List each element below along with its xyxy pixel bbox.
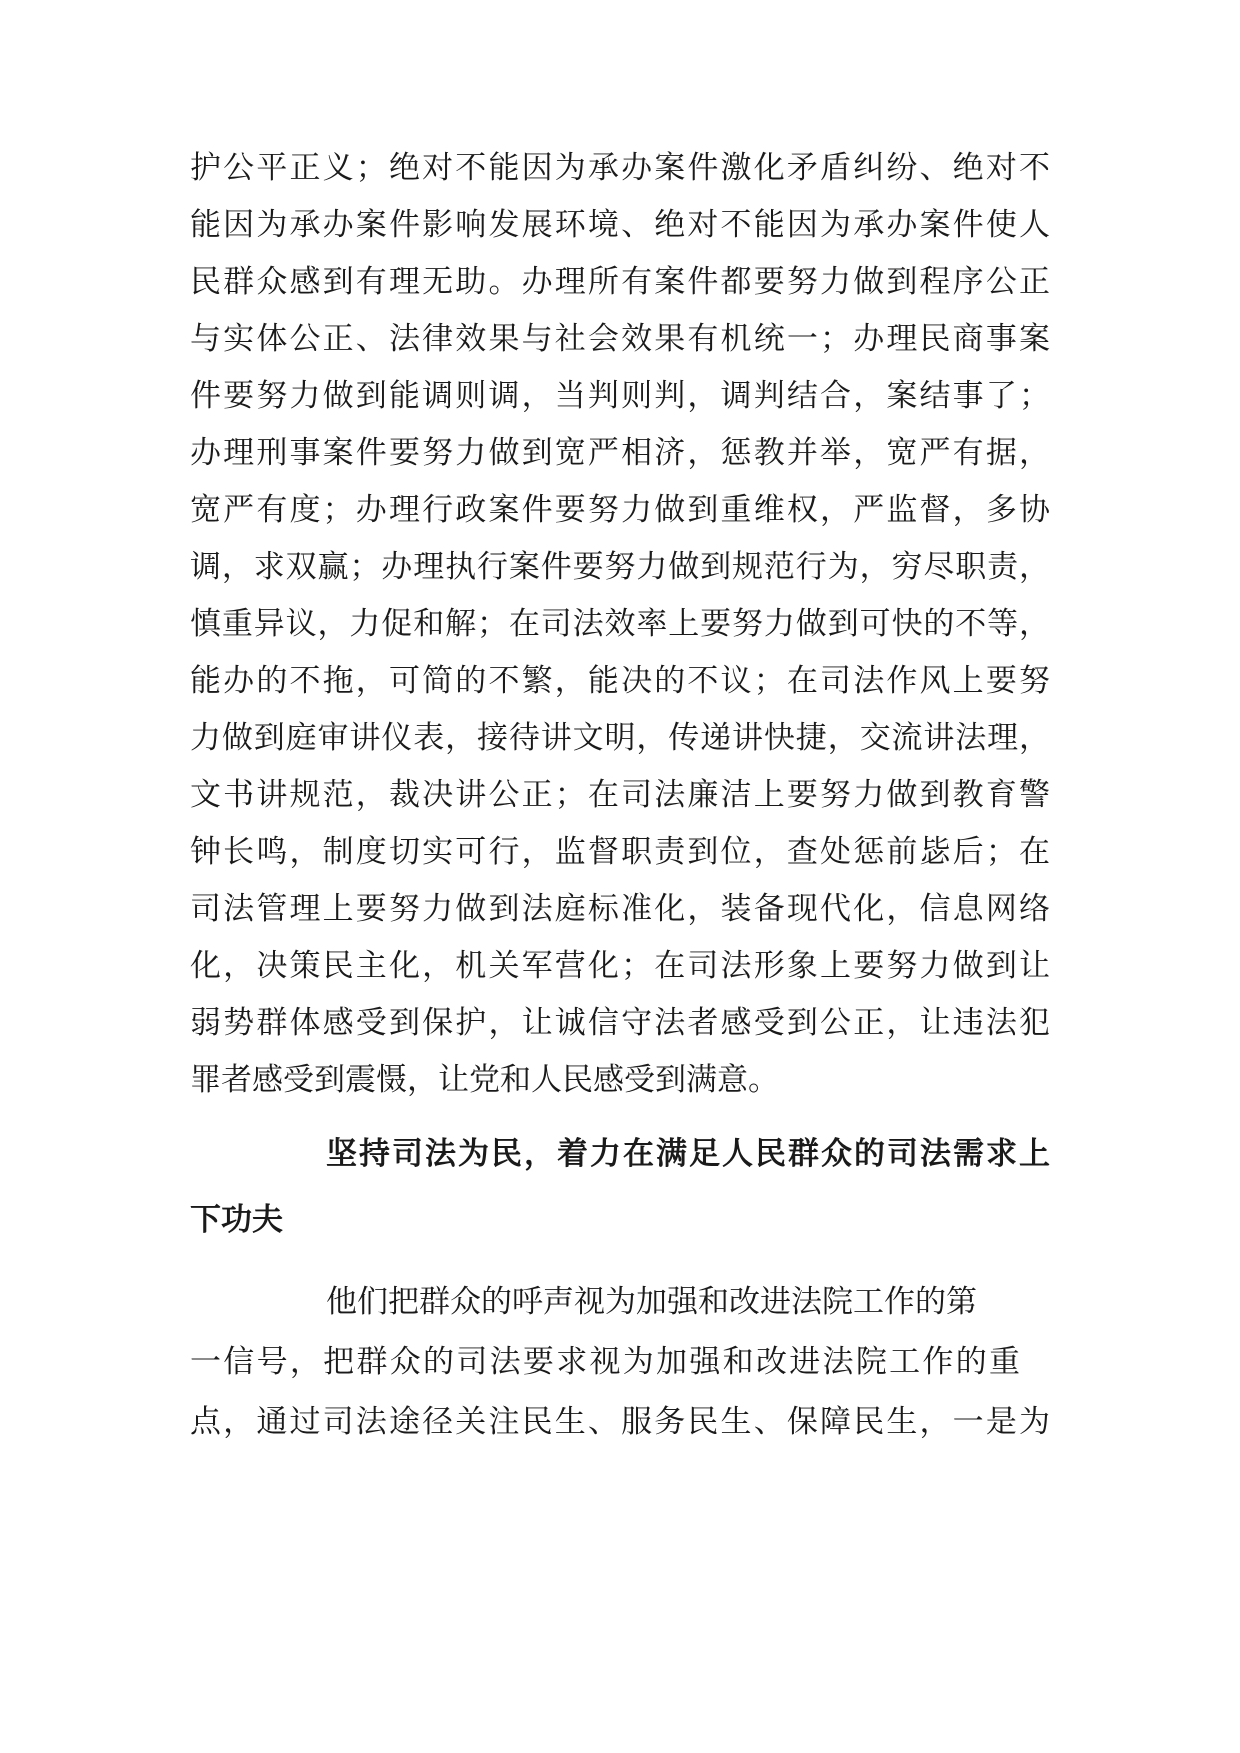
paragraph-line: 慎重异议，力促和解；在司法效率上要努力做到可快的不等，	[190, 606, 1050, 642]
section-heading-continued: 下功夫	[190, 1202, 283, 1238]
paragraph-line: 司法管理上要努力做到法庭标准化，装备现代化，信息网络	[190, 891, 1050, 927]
paragraph-line: 能办的不拖，可简的不繁，能决的不议；在司法作风上要努	[190, 663, 1050, 699]
paragraph-line: 宽严有度；办理行政案件要努力做到重维权，严监督，多协	[190, 492, 1050, 528]
paragraph-line: 护公平正义；绝对不能因为承办案件激化矛盾纠纷、绝对不	[190, 150, 1050, 186]
paragraph-line: 化，决策民主化，机关军营化；在司法形象上要努力做到让	[190, 948, 1050, 984]
paragraph-line: 弱势群体感受到保护，让诚信守法者感受到公正，让违法犯	[190, 1005, 1050, 1041]
paragraph-line: 他们把群众的呼声视为加强和改进法院工作的第	[326, 1284, 977, 1320]
section-heading: 坚持司法为民，着力在满足人民群众的司法需求上	[326, 1136, 1050, 1172]
paragraph-line: 点，通过司法途径关注民生、服务民生、保障民生，一是为	[190, 1404, 1050, 1440]
paragraph-line: 文书讲规范，裁决讲公正；在司法廉洁上要努力做到教育警	[190, 777, 1050, 813]
paragraph-line: 件要努力做到能调则调，当判则判，调判结合，案结事了；	[190, 378, 1050, 414]
paragraph-line: 办理刑事案件要努力做到宽严相济，惩教并举，宽严有据，	[190, 435, 1050, 471]
paragraph-line: 一信号，把群众的司法要求视为加强和改进法院工作的重	[190, 1344, 1020, 1380]
paragraph-line: 调，求双赢；办理执行案件要努力做到规范行为，穷尽职责，	[190, 549, 1050, 585]
paragraph-line: 民群众感到有理无助。办理所有案件都要努力做到程序公正	[190, 264, 1050, 300]
paragraph-line: 力做到庭审讲仪表，接待讲文明，传递讲快捷，交流讲法理，	[190, 720, 1050, 756]
paragraph-line: 罪者感受到震慑，让党和人民感受到满意。	[190, 1062, 779, 1098]
paragraph-line: 能因为承办案件影响发展环境、绝对不能因为承办案件使人	[190, 207, 1050, 243]
paragraph-line: 钟长鸣，制度切实可行，监督职责到位，查处惩前毖后；在	[190, 834, 1050, 870]
paragraph-line: 与实体公正、法律效果与社会效果有机统一；办理民商事案	[190, 321, 1050, 357]
